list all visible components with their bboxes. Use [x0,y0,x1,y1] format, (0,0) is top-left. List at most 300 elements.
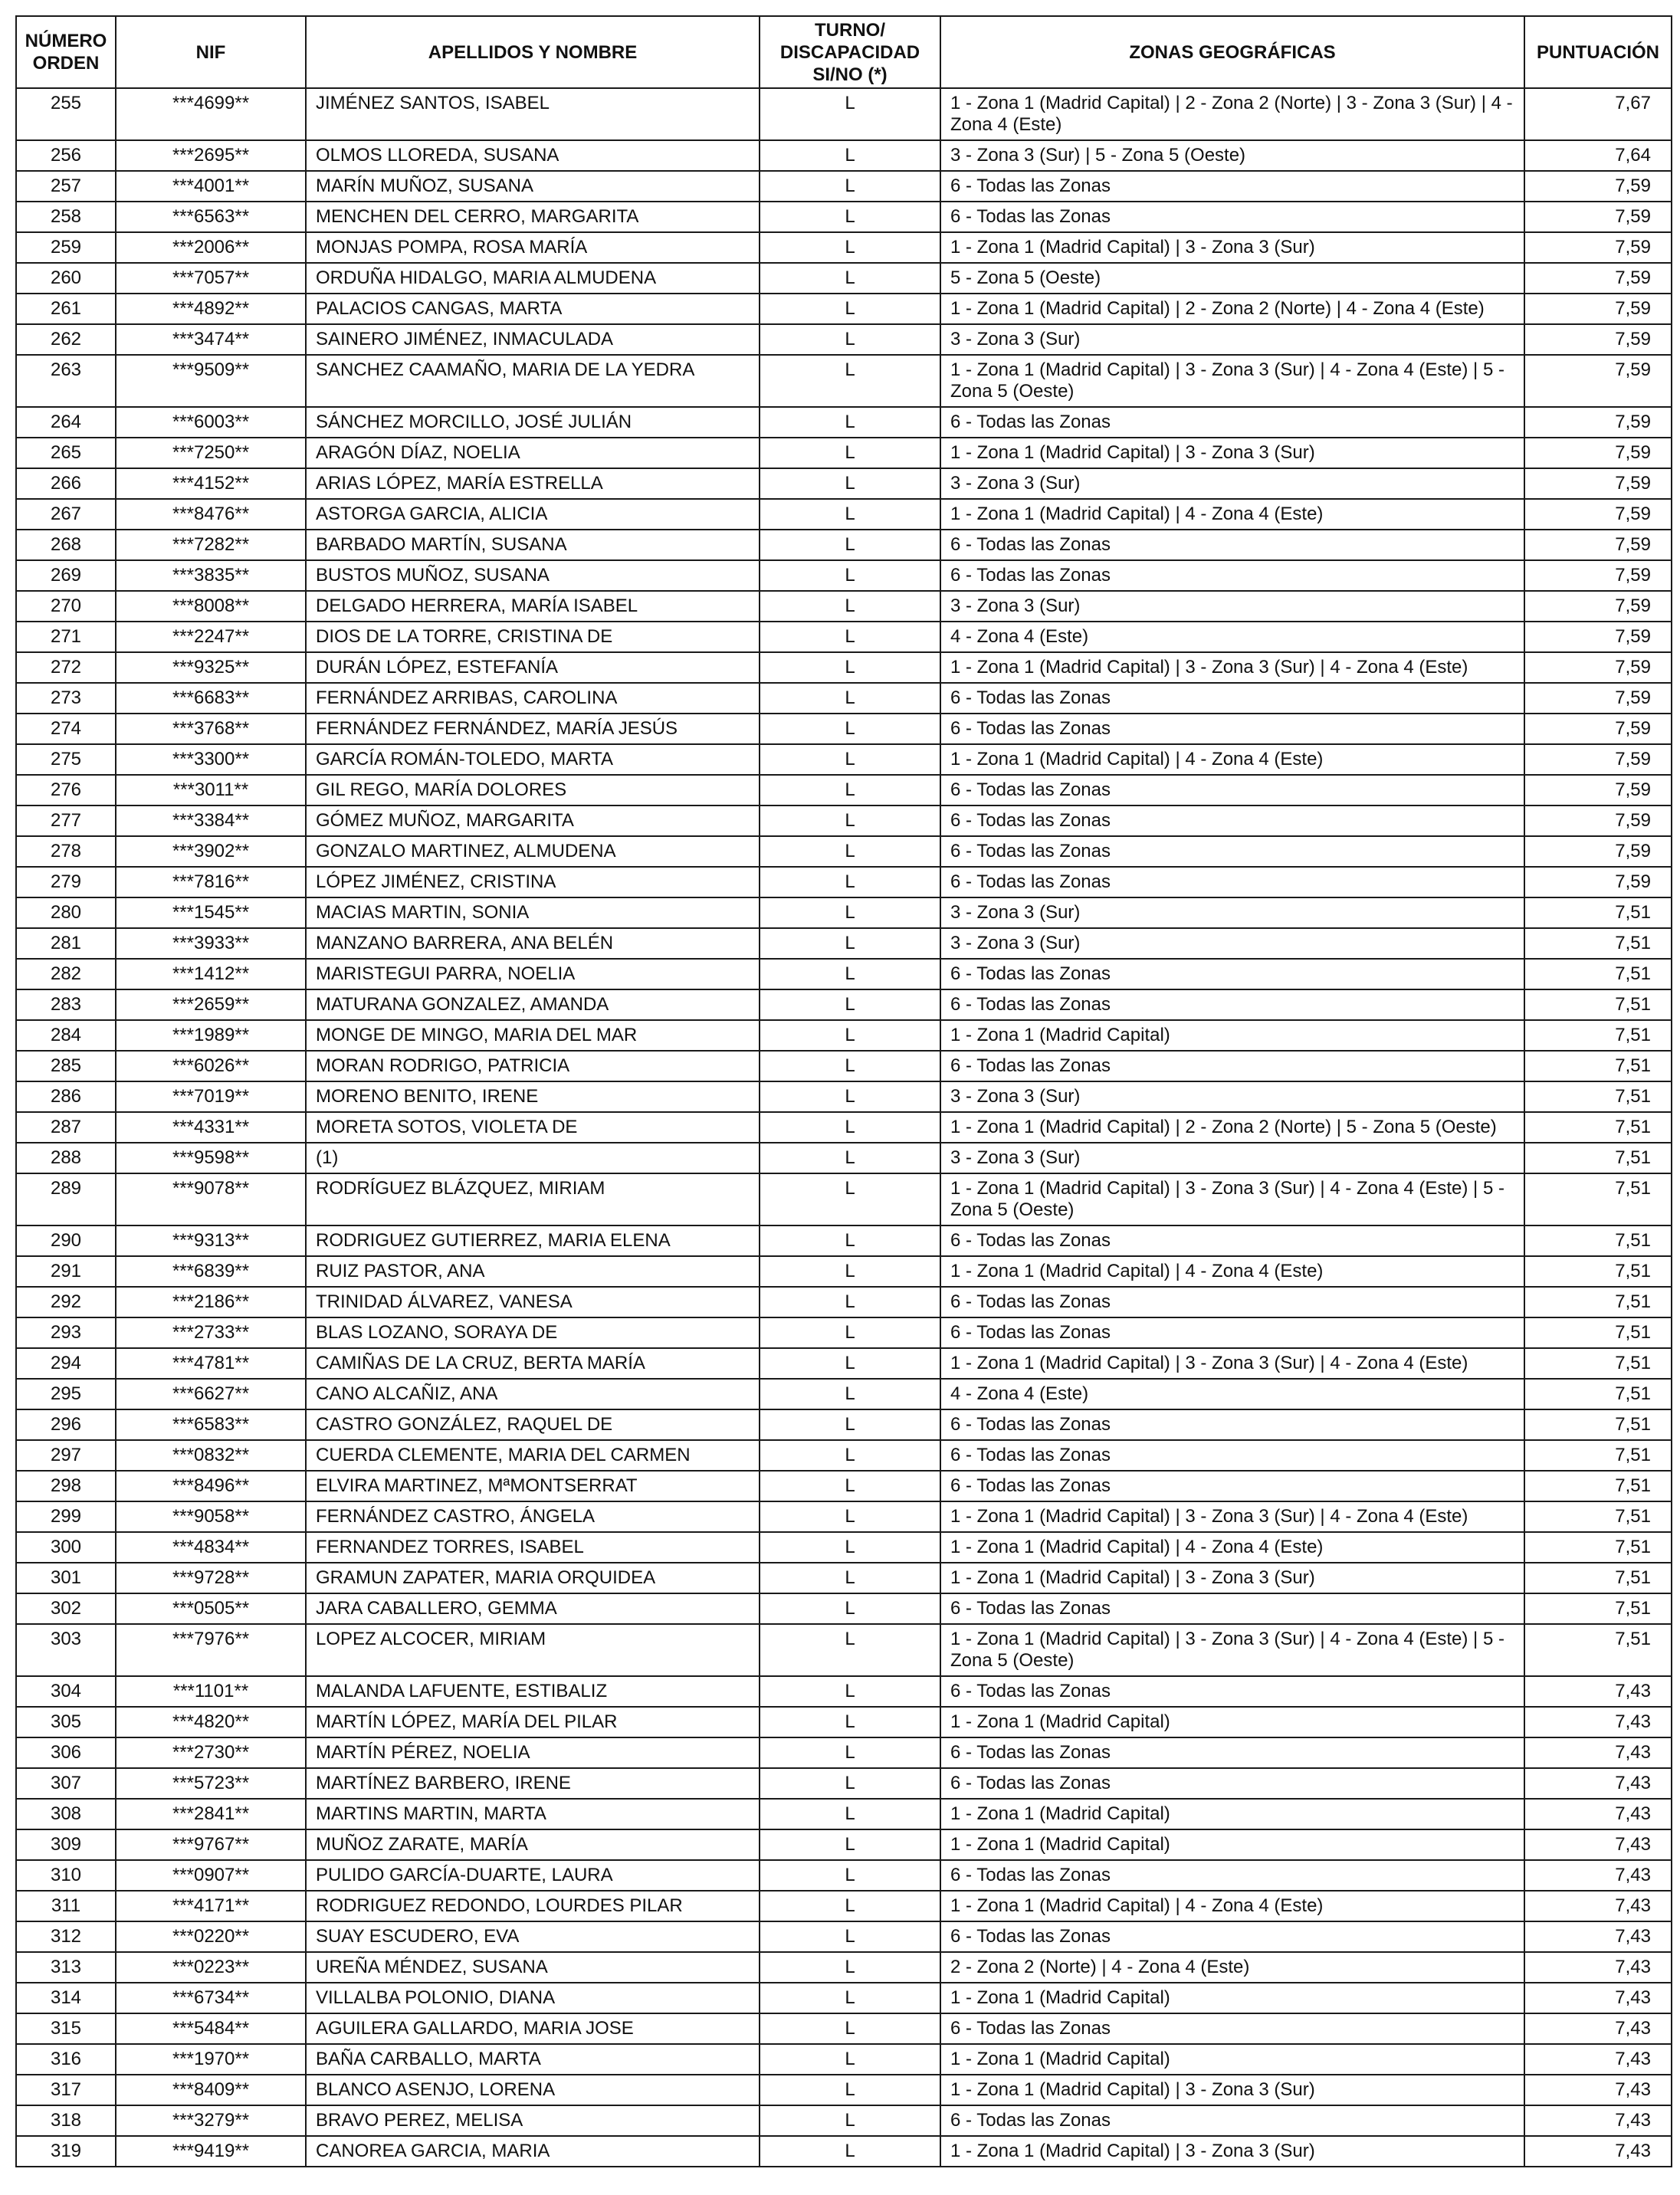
cell-numero-orden: 316 [16,2044,116,2075]
cell-numero-orden: 317 [16,2075,116,2105]
cell-zonas: 1 - Zona 1 (Madrid Capital) | 3 - Zona 3 (Sur) [940,2075,1524,2105]
cell-turno: L [760,1768,940,1799]
cell-zonas: 6 - Todas las Zonas [940,959,1524,989]
cell-zonas: 6 - Todas las Zonas [940,1676,1524,1707]
cell-zonas: 6 - Todas las Zonas [940,1593,1524,1624]
cell-nif: ***7976** [116,1624,306,1676]
cell-puntuacion: 7,59 [1524,683,1672,714]
header-puntuacion: PUNTUACIÓN [1524,16,1672,88]
cell-puntuacion: 7,43 [1524,1737,1672,1768]
cell-puntuacion: 7,59 [1524,744,1672,775]
cell-apellidos-nombre: TRINIDAD ÁLVAREZ, VANESA [306,1287,760,1317]
cell-turno: L [760,202,940,232]
cell-zonas: 6 - Todas las Zonas [940,407,1524,438]
cell-puntuacion: 7,51 [1524,1287,1672,1317]
cell-nif: ***8476** [116,499,306,530]
cell-puntuacion: 7,59 [1524,202,1672,232]
cell-zonas: 1 - Zona 1 (Madrid Capital) | 3 - Zona 3 (Sur) | 4 - Zona 4 (Este) | 5 - Zona 5 (Oeste) [940,355,1524,407]
cell-puntuacion: 7,59 [1524,438,1672,468]
cell-puntuacion: 7,51 [1524,928,1672,959]
cell-numero-orden: 310 [16,1860,116,1891]
cell-puntuacion: 7,67 [1524,88,1672,140]
header-numero-orden [16,16,116,88]
cell-apellidos-nombre: SÁNCHEZ MORCILLO, JOSÉ JULIÁN [306,407,760,438]
cell-numero-orden: 277 [16,805,116,836]
cell-zonas: 1 - Zona 1 (Madrid Capital) | 4 - Zona 4 (Este) [940,744,1524,775]
table-row [16,591,1672,622]
cell-nif: ***4171** [116,1891,306,1921]
table-row [16,989,1672,1020]
cell-turno: L [760,1829,940,1860]
cell-zonas: 2 - Zona 2 (Norte) | 4 - Zona 4 (Este) [940,1952,1524,1983]
cell-nif: ***8496** [116,1471,306,1501]
cell-apellidos-nombre: ASTORGA GARCIA, ALICIA [306,499,760,530]
cell-zonas: 3 - Zona 3 (Sur) [940,928,1524,959]
cell-puntuacion: 7,51 [1524,1501,1672,1532]
cell-nif: ***9058** [116,1501,306,1532]
cell-puntuacion: 7,64 [1524,140,1672,171]
cell-zonas: 3 - Zona 3 (Sur) [940,897,1524,928]
cell-zonas: 1 - Zona 1 (Madrid Capital) | 2 - Zona 2 (Norte) | 5 - Zona 5 (Oeste) [940,1112,1524,1143]
cell-puntuacion: 7,51 [1524,1173,1672,1225]
table-row [16,1952,1672,1983]
cell-nif: ***7250** [116,438,306,468]
table-row [16,202,1672,232]
cell-turno: L [760,2105,940,2136]
document-page [15,15,1671,2167]
cell-turno: L [760,438,940,468]
cell-nif: ***2695** [116,140,306,171]
cell-apellidos-nombre: MARÍN MUÑOZ, SUSANA [306,171,760,202]
cell-nif: ***2006** [116,232,306,263]
cell-nif: ***9419** [116,2136,306,2167]
cell-turno: L [760,1799,940,1829]
header-turno-discapacidad [760,16,940,88]
table-row [16,232,1672,263]
cell-puntuacion: 7,59 [1524,714,1672,744]
cell-numero-orden: 293 [16,1317,116,1348]
cell-zonas: 1 - Zona 1 (Madrid Capital) | 3 - Zona 3 (Sur) | 4 - Zona 4 (Este) [940,1501,1524,1532]
cell-nif: ***0223** [116,1952,306,1983]
cell-turno: L [760,805,940,836]
cell-apellidos-nombre: GIL REGO, MARÍA DOLORES [306,775,760,805]
table-row [16,1081,1672,1112]
cell-nif: ***8409** [116,2075,306,2105]
cell-apellidos-nombre: MORAN RODRIGO, PATRICIA [306,1051,760,1081]
cell-numero-orden: 308 [16,1799,116,1829]
cell-turno: L [760,989,940,1020]
cell-zonas: 1 - Zona 1 (Madrid Capital) | 4 - Zona 4 (Este) [940,1532,1524,1563]
cell-puntuacion: 7,59 [1524,652,1672,683]
table-row [16,171,1672,202]
cell-puntuacion: 7,51 [1524,1593,1672,1624]
cell-turno: L [760,294,940,324]
cell-nif: ***3474** [116,324,306,355]
cell-nif: ***2186** [116,1287,306,1317]
cell-nif: ***9767** [116,1829,306,1860]
cell-apellidos-nombre: MORENO BENITO, IRENE [306,1081,760,1112]
cell-turno: L [760,1112,940,1143]
cell-zonas: 1 - Zona 1 (Madrid Capital) | 3 - Zona 3 (Sur) [940,2136,1524,2167]
cell-numero-orden: 276 [16,775,116,805]
cell-zonas: 1 - Zona 1 (Madrid Capital) [940,1799,1524,1829]
cell-numero-orden: 302 [16,1593,116,1624]
cell-numero-orden: 281 [16,928,116,959]
cell-zonas: 6 - Todas las Zonas [940,1317,1524,1348]
cell-turno: L [760,1471,940,1501]
cell-zonas: 6 - Todas las Zonas [940,683,1524,714]
cell-numero-orden: 263 [16,355,116,407]
table-row [16,959,1672,989]
header-sino-line: SI/NO (*) [812,64,888,85]
cell-nif: ***8008** [116,591,306,622]
cell-zonas: 6 - Todas las Zonas [940,2105,1524,2136]
cell-numero-orden: 296 [16,1409,116,1440]
cell-numero-orden: 288 [16,1143,116,1173]
cell-puntuacion: 7,51 [1524,1532,1672,1563]
cell-nif: ***7019** [116,1081,306,1112]
cell-nif: ***4892** [116,294,306,324]
cell-zonas: 6 - Todas las Zonas [940,1287,1524,1317]
cell-nif: ***9598** [116,1143,306,1173]
table-row [16,1379,1672,1409]
table-row [16,1676,1672,1707]
cell-nif: ***2730** [116,1737,306,1768]
cell-zonas: 6 - Todas las Zonas [940,775,1524,805]
cell-puntuacion: 7,43 [1524,1829,1672,1860]
cell-puntuacion: 7,51 [1524,1624,1672,1676]
cell-numero-orden: 272 [16,652,116,683]
cell-numero-orden: 261 [16,294,116,324]
cell-apellidos-nombre: FERNÁNDEZ FERNÁNDEZ, MARÍA JESÚS [306,714,760,744]
table-row [16,1173,1672,1225]
cell-numero-orden: 260 [16,263,116,294]
cell-zonas: 1 - Zona 1 (Madrid Capital) [940,1829,1524,1860]
cell-nif: ***6683** [116,683,306,714]
cell-turno: L [760,355,940,407]
cell-nif: ***3933** [116,928,306,959]
table-header-row [16,16,1672,88]
cell-apellidos-nombre: OLMOS LLOREDA, SUSANA [306,140,760,171]
header-nif: NIF [116,16,306,88]
table-row [16,1860,1672,1891]
table-row [16,836,1672,867]
cell-nif: ***9728** [116,1563,306,1593]
cell-apellidos-nombre: MANZANO BARRERA, ANA BELÉN [306,928,760,959]
table-row [16,263,1672,294]
cell-turno: L [760,1348,940,1379]
cell-turno: L [760,897,940,928]
cell-turno: L [760,1737,940,1768]
table-row [16,468,1672,499]
cell-numero-orden: 306 [16,1737,116,1768]
cell-numero-orden: 289 [16,1173,116,1225]
cell-numero-orden: 290 [16,1225,116,1256]
cell-zonas: 1 - Zona 1 (Madrid Capital) | 3 - Zona 3 (Sur) [940,1563,1524,1593]
table-row [16,1707,1672,1737]
header-turno-line: TURNO/ [815,19,885,41]
cell-apellidos-nombre: RODRIGUEZ REDONDO, LOURDES PILAR [306,1891,760,1921]
table-row [16,88,1672,140]
cell-turno: L [760,1143,940,1173]
cell-puntuacion: 7,51 [1524,959,1672,989]
cell-apellidos-nombre: GÓMEZ MUÑOZ, MARGARITA [306,805,760,836]
table-row [16,2075,1672,2105]
cell-apellidos-nombre: MARTÍN LÓPEZ, MARÍA DEL PILAR [306,1707,760,1737]
cell-numero-orden: 269 [16,560,116,591]
table-row [16,683,1672,714]
cell-apellidos-nombre: CANO ALCAÑIZ, ANA [306,1379,760,1409]
table-row [16,1348,1672,1379]
cell-puntuacion: 7,43 [1524,2044,1672,2075]
cell-nif: ***3384** [116,805,306,836]
cell-puntuacion: 7,51 [1524,1379,1672,1409]
cell-zonas: 6 - Todas las Zonas [940,2013,1524,2044]
cell-puntuacion: 7,59 [1524,499,1672,530]
cell-nif: ***7057** [116,263,306,294]
cell-numero-orden: 312 [16,1921,116,1952]
cell-nif: ***6563** [116,202,306,232]
cell-turno: L [760,2013,940,2044]
cell-apellidos-nombre: ELVIRA MARTINEZ, MªMONTSERRAT [306,1471,760,1501]
cell-puntuacion: 7,59 [1524,263,1672,294]
cell-zonas: 6 - Todas las Zonas [940,1051,1524,1081]
cell-zonas: 4 - Zona 4 (Este) [940,1379,1524,1409]
cell-turno: L [760,2136,940,2167]
cell-numero-orden: 282 [16,959,116,989]
cell-nif: ***3835** [116,560,306,591]
cell-numero-orden: 255 [16,88,116,140]
cell-turno: L [760,1952,940,1983]
table-row [16,622,1672,652]
cell-numero-orden: 305 [16,1707,116,1737]
cell-puntuacion: 7,59 [1524,530,1672,560]
table-row [16,1256,1672,1287]
cell-nif: ***9078** [116,1173,306,1225]
cell-zonas: 1 - Zona 1 (Madrid Capital) | 4 - Zona 4 (Este) [940,499,1524,530]
cell-nif: ***3279** [116,2105,306,2136]
cell-puntuacion: 7,59 [1524,468,1672,499]
cell-puntuacion: 7,59 [1524,836,1672,867]
cell-nif: ***3902** [116,836,306,867]
table-row [16,714,1672,744]
cell-nif: ***6583** [116,1409,306,1440]
cell-zonas: 1 - Zona 1 (Madrid Capital) | 3 - Zona 3 (Sur) | 4 - Zona 4 (Este) | 5 - Zona 5 (Oeste) [940,1173,1524,1225]
cell-nif: ***0220** [116,1921,306,1952]
cell-numero-orden: 264 [16,407,116,438]
cell-turno: L [760,1225,940,1256]
cell-nif: ***4152** [116,468,306,499]
cell-nif: ***7282** [116,530,306,560]
table-row [16,897,1672,928]
cell-zonas: 1 - Zona 1 (Madrid Capital) | 2 - Zona 2 (Norte) | 4 - Zona 4 (Este) [940,294,1524,324]
cell-zonas: 3 - Zona 3 (Sur) | 5 - Zona 5 (Oeste) [940,140,1524,171]
cell-puntuacion: 7,51 [1524,1081,1672,1112]
cell-apellidos-nombre: BUSTOS MUÑOZ, SUSANA [306,560,760,591]
table-row [16,805,1672,836]
cell-puntuacion: 7,51 [1524,1409,1672,1440]
cell-puntuacion: 7,43 [1524,1676,1672,1707]
header-zonas-geograficas: ZONAS GEOGRÁFICAS [940,16,1524,88]
cell-zonas: 6 - Todas las Zonas [940,530,1524,560]
cell-turno: L [760,1532,940,1563]
cell-puntuacion: 7,51 [1524,1317,1672,1348]
cell-numero-orden: 271 [16,622,116,652]
cell-numero-orden: 301 [16,1563,116,1593]
cell-numero-orden: 268 [16,530,116,560]
cell-apellidos-nombre: CASTRO GONZÁLEZ, RAQUEL DE [306,1409,760,1440]
cell-zonas: 6 - Todas las Zonas [940,1409,1524,1440]
cell-numero-orden: 283 [16,989,116,1020]
table-row [16,1051,1672,1081]
table-row [16,1287,1672,1317]
cell-zonas: 1 - Zona 1 (Madrid Capital) | 4 - Zona 4 (Este) [940,1256,1524,1287]
table-row [16,407,1672,438]
cell-numero-orden: 319 [16,2136,116,2167]
cell-numero-orden: 291 [16,1256,116,1287]
table-row [16,1501,1672,1532]
cell-zonas: 1 - Zona 1 (Madrid Capital) | 3 - Zona 3 (Sur) | 4 - Zona 4 (Este) | 5 - Zona 5 (Oeste) [940,1624,1524,1676]
cell-puntuacion: 7,59 [1524,775,1672,805]
cell-numero-orden: 274 [16,714,116,744]
cell-nif: ***6026** [116,1051,306,1081]
cell-puntuacion: 7,51 [1524,1143,1672,1173]
cell-nif: ***4001** [116,171,306,202]
cell-zonas: 6 - Todas las Zonas [940,805,1524,836]
cell-turno: L [760,263,940,294]
table-row [16,1624,1672,1676]
cell-turno: L [760,1081,940,1112]
cell-apellidos-nombre: DIOS DE LA TORRE, CRISTINA DE [306,622,760,652]
cell-puntuacion: 7,59 [1524,294,1672,324]
cell-turno: L [760,683,940,714]
cell-apellidos-nombre: JARA CABALLERO, GEMMA [306,1593,760,1624]
cell-numero-orden: 309 [16,1829,116,1860]
cell-zonas: 1 - Zona 1 (Madrid Capital) [940,1020,1524,1051]
cell-zonas: 3 - Zona 3 (Sur) [940,468,1524,499]
cell-zonas: 3 - Zona 3 (Sur) [940,1143,1524,1173]
cell-apellidos-nombre: MARTINS MARTIN, MARTA [306,1799,760,1829]
cell-nif: ***3300** [116,744,306,775]
cell-nif: ***2841** [116,1799,306,1829]
cell-zonas: 1 - Zona 1 (Madrid Capital) | 3 - Zona 3 (Sur) [940,232,1524,263]
cell-nif: ***3011** [116,775,306,805]
cell-apellidos-nombre: CUERDA CLEMENTE, MARIA DEL CARMEN [306,1440,760,1471]
cell-turno: L [760,232,940,263]
cell-turno: L [760,1020,940,1051]
cell-numero-orden: 256 [16,140,116,171]
cell-zonas: 4 - Zona 4 (Este) [940,622,1524,652]
cell-zonas: 6 - Todas las Zonas [940,1225,1524,1256]
table-row [16,499,1672,530]
cell-turno: L [760,2044,940,2075]
table-row [16,1593,1672,1624]
cell-apellidos-nombre: BRAVO PEREZ, MELISA [306,2105,760,2136]
table-row [16,775,1672,805]
cell-turno: L [760,1707,940,1737]
cell-apellidos-nombre: BLAS LOZANO, SORAYA DE [306,1317,760,1348]
cell-apellidos-nombre: LÓPEZ JIMÉNEZ, CRISTINA [306,867,760,897]
cell-turno: L [760,1891,940,1921]
cell-turno: L [760,1860,940,1891]
table-row [16,1112,1672,1143]
cell-zonas: 6 - Todas las Zonas [940,1921,1524,1952]
cell-nif: ***0832** [116,1440,306,1471]
cell-numero-orden: 259 [16,232,116,263]
cell-apellidos-nombre: LOPEZ ALCOCER, MIRIAM [306,1624,760,1676]
cell-zonas: 1 - Zona 1 (Madrid Capital) [940,1983,1524,2013]
table-row [16,294,1672,324]
cell-nif: ***9313** [116,1225,306,1256]
cell-zonas: 1 - Zona 1 (Madrid Capital) | 3 - Zona 3 (Sur) | 4 - Zona 4 (Este) [940,1348,1524,1379]
cell-puntuacion: 7,51 [1524,1563,1672,1593]
table-row [16,1983,1672,2013]
cell-turno: L [760,744,940,775]
cell-turno: L [760,1676,940,1707]
cell-zonas: 1 - Zona 1 (Madrid Capital) | 3 - Zona 3 (Sur) [940,438,1524,468]
cell-turno: L [760,622,940,652]
cell-puntuacion: 7,51 [1524,1051,1672,1081]
cell-turno: L [760,1287,940,1317]
cell-puntuacion: 7,43 [1524,2105,1672,2136]
table-row [16,1471,1672,1501]
cell-numero-orden: 285 [16,1051,116,1081]
cell-apellidos-nombre: BAÑA CARBALLO, MARTA [306,2044,760,2075]
cell-puntuacion: 7,43 [1524,1768,1672,1799]
cell-nif: ***1101** [116,1676,306,1707]
cell-apellidos-nombre: CAMIÑAS DE LA CRUZ, BERTA MARÍA [306,1348,760,1379]
cell-puntuacion: 7,59 [1524,355,1672,407]
cell-apellidos-nombre: FERNÁNDEZ ARRIBAS, CAROLINA [306,683,760,714]
table-row [16,2105,1672,2136]
cell-apellidos-nombre: SANCHEZ CAAMAÑO, MARIA DE LA YEDRA [306,355,760,407]
table-row [16,140,1672,171]
cell-turno: L [760,499,940,530]
cell-nif: ***4834** [116,1532,306,1563]
cell-zonas: 6 - Todas las Zonas [940,1737,1524,1768]
table-row [16,1921,1672,1952]
header-numero-line: NÚMERO [25,31,107,51]
cell-apellidos-nombre: SUAY ESCUDERO, EVA [306,1921,760,1952]
table-row [16,928,1672,959]
cell-puntuacion: 7,59 [1524,591,1672,622]
header-discapacidad-line: DISCAPACIDAD [779,41,920,63]
cell-apellidos-nombre: ARIAS LÓPEZ, MARÍA ESTRELLA [306,468,760,499]
cell-turno: L [760,1256,940,1287]
cell-puntuacion: 7,59 [1524,805,1672,836]
cell-turno: L [760,591,940,622]
cell-turno: L [760,1379,940,1409]
cell-apellidos-nombre: BLANCO ASENJO, LORENA [306,2075,760,2105]
cell-turno: L [760,171,940,202]
table-row [16,1768,1672,1799]
cell-zonas: 6 - Todas las Zonas [940,560,1524,591]
table-row [16,530,1672,560]
cell-puntuacion: 7,43 [1524,1891,1672,1921]
cell-apellidos-nombre: FERNANDEZ TORRES, ISABEL [306,1532,760,1563]
cell-nif: ***2659** [116,989,306,1020]
table-row [16,2013,1672,2044]
cell-numero-orden: 262 [16,324,116,355]
cell-nif: ***3768** [116,714,306,744]
cell-apellidos-nombre: BARBADO MARTÍN, SUSANA [306,530,760,560]
cell-turno: L [760,1409,940,1440]
cell-zonas: 6 - Todas las Zonas [940,1768,1524,1799]
cell-turno: L [760,560,940,591]
cell-zonas: 6 - Todas las Zonas [940,1471,1524,1501]
table-row [16,1143,1672,1173]
cell-apellidos-nombre: MONJAS POMPA, ROSA MARÍA [306,232,760,263]
